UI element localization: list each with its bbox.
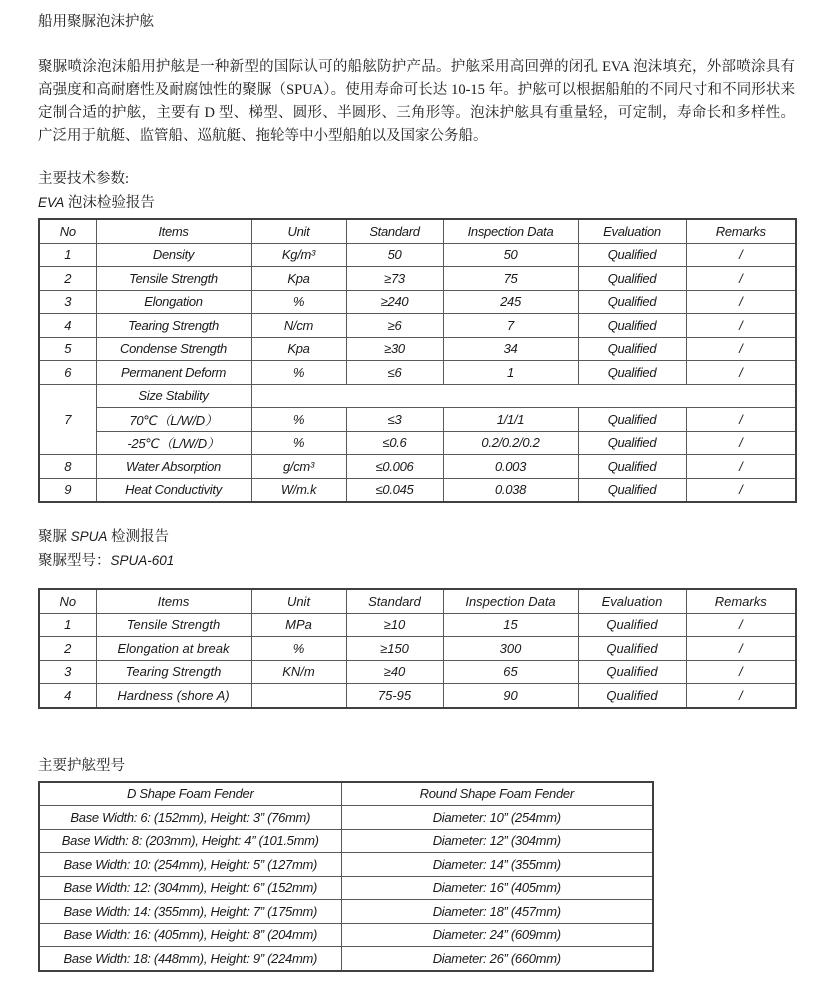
cell-no: 1 (39, 243, 96, 267)
col-header-items: Items (96, 219, 251, 243)
cell-item: Tearing Strength (96, 660, 251, 684)
cell-no-group7: 7 (39, 384, 96, 455)
cell-item: Permanent Deform (96, 361, 251, 385)
cell-standard: ≥40 (346, 660, 443, 684)
eva-report-heading-rest: 泡沫检验报告 (64, 195, 155, 211)
cell-inspection: 245 (443, 290, 578, 314)
cell-inspection: 90 (443, 684, 578, 708)
cell-evaluation: Qualified (578, 455, 686, 479)
cell-remarks: / (686, 637, 796, 661)
col-header-unit: Unit (251, 589, 346, 613)
cell-item: Tensile Strength (96, 613, 251, 637)
col-header-items: Items (96, 589, 251, 613)
cell-remarks: / (686, 684, 796, 708)
cell-inspection: 50 (443, 243, 578, 267)
cell-remarks: / (686, 478, 796, 502)
cell-no: 2 (39, 637, 96, 661)
col-header-remarks: Remarks (686, 589, 796, 613)
cell-no: 2 (39, 267, 96, 291)
cell-remarks: / (686, 431, 796, 455)
table-header-row (39, 219, 796, 243)
cell-inspection: 15 (443, 613, 578, 637)
table-row (39, 806, 653, 830)
cell-unit: % (251, 290, 346, 314)
col-header-unit: Unit (251, 219, 346, 243)
cell-standard: ≥73 (346, 267, 443, 291)
cell-inspection: 0.2/0.2/0.2 (443, 431, 578, 455)
cell-d-shape: Base Width: 18: (448mm), Height: 9” (224mm) (39, 947, 341, 971)
col-header-inspection-data: Inspection Data (443, 219, 578, 243)
table-row (39, 431, 796, 455)
table-header-row (39, 589, 796, 613)
cell-inspection: 75 (443, 267, 578, 291)
cell-d-shape: Base Width: 8: (203mm), Height: 4” (101.5mm) (39, 829, 341, 853)
cell-inspection: 0.038 (443, 478, 578, 502)
cell-no: 8 (39, 455, 96, 479)
cell-remarks: / (686, 337, 796, 361)
eva-report-heading-latin: EVA (38, 195, 65, 210)
cell-standard: ≤0.045 (346, 478, 443, 502)
cell-evaluation: Qualified (578, 337, 686, 361)
table-row (39, 361, 796, 385)
spua-model-line (38, 549, 795, 573)
cell-round-shape: Diameter: 16” (405mm) (341, 876, 653, 900)
spua-inspection-table (38, 588, 797, 709)
spua-report-heading-prefix: 聚脲 (38, 529, 71, 545)
cell-item: Hardness (shore A) (96, 684, 251, 708)
cell-evaluation: Qualified (578, 314, 686, 338)
cell-remarks: / (686, 613, 796, 637)
cell-standard: ≤0.006 (346, 455, 443, 479)
cell-unit (251, 684, 346, 708)
col-header-round-shape: Round Shape Foam Fender (341, 782, 653, 806)
cell-unit: MPa (251, 613, 346, 637)
cell-no: 9 (39, 478, 96, 502)
cell-item: Tearing Strength (96, 314, 251, 338)
cell-remarks: / (686, 267, 796, 291)
cell-evaluation: Qualified (578, 361, 686, 385)
cell-unit: % (251, 361, 346, 385)
table-row (39, 290, 796, 314)
cell-evaluation: Qualified (578, 613, 686, 637)
cell-evaluation: Qualified (578, 660, 686, 684)
cell-d-shape: Base Width: 16: (405mm), Height: 8” (204mm) (39, 923, 341, 947)
cell-inspection: 65 (443, 660, 578, 684)
cell-round-shape: Diameter: 26” (660mm) (341, 947, 653, 971)
cell-evaluation: Qualified (578, 637, 686, 661)
cell-unit: Kpa (251, 267, 346, 291)
cell-remarks: / (686, 455, 796, 479)
table-row (39, 455, 796, 479)
table-row (39, 829, 653, 853)
cell-unit: % (251, 637, 346, 661)
cell-standard: ≥30 (346, 337, 443, 361)
table-row (39, 408, 796, 432)
cell-item: 70℃（L/W/D） (96, 408, 251, 432)
fender-models-table (38, 781, 654, 972)
cell-inspection: 7 (443, 314, 578, 338)
table-row (39, 853, 653, 877)
spua-model-label: 聚脲型号： (38, 553, 111, 569)
cell-evaluation: Qualified (578, 243, 686, 267)
cell-no: 3 (39, 660, 96, 684)
eva-report-heading (38, 191, 795, 215)
cell-item: Heat Conductivity (96, 478, 251, 502)
table-row (39, 613, 796, 637)
cell-no: 1 (39, 613, 96, 637)
table-row (39, 900, 653, 924)
cell-standard: ≥6 (346, 314, 443, 338)
cell-no: 6 (39, 361, 96, 385)
table-row (39, 478, 796, 502)
cell-inspection: 34 (443, 337, 578, 361)
cell-unit: Kg/m³ (251, 243, 346, 267)
cell-round-shape: Diameter: 18” (457mm) (341, 900, 653, 924)
col-header-remarks: Remarks (686, 219, 796, 243)
cell-remarks: / (686, 314, 796, 338)
cell-round-shape: Diameter: 10” (254mm) (341, 806, 653, 830)
cell-unit: KN/m (251, 660, 346, 684)
col-header-inspection-data: Inspection Data (443, 589, 578, 613)
col-header-no: No (39, 219, 96, 243)
col-header-standard: Standard (346, 589, 443, 613)
col-header-evaluation: Evaluation (578, 589, 686, 613)
table-row (39, 684, 796, 708)
eva-inspection-table (38, 218, 797, 503)
cell-unit: Kpa (251, 337, 346, 361)
col-header-no: No (39, 589, 96, 613)
cell-unit: % (251, 431, 346, 455)
tech-params-heading: 主要技术参数: (38, 171, 130, 187)
cell-unit: % (251, 408, 346, 432)
cell-remarks: / (686, 660, 796, 684)
cell-standard: 50 (346, 243, 443, 267)
col-header-standard: Standard (346, 219, 443, 243)
cell-item: Water Absorption (96, 455, 251, 479)
cell-round-shape: Diameter: 14” (355mm) (341, 853, 653, 877)
table-row (39, 876, 653, 900)
table-row (39, 337, 796, 361)
fender-models-heading: 主要护舷型号 (38, 757, 125, 774)
cell-item-size-stability: Size Stability (96, 384, 251, 408)
cell-evaluation: Qualified (578, 478, 686, 502)
spua-report-heading-latin: SPUA (70, 529, 108, 544)
cell-d-shape: Base Width: 10: (254mm), Height: 5” (127mm) (39, 853, 341, 877)
table-row-size-stability-header (39, 384, 796, 408)
cell-no: 5 (39, 337, 96, 361)
table-row (39, 243, 796, 267)
cell-item: Condense Strength (96, 337, 251, 361)
table-row (39, 267, 796, 291)
page-title: 船用聚脲泡沫护舷 (38, 14, 154, 30)
cell-unit: N/cm (251, 314, 346, 338)
col-header-evaluation: Evaluation (578, 219, 686, 243)
cell-inspection: 0.003 (443, 455, 578, 479)
cell-item: Density (96, 243, 251, 267)
cell-d-shape: Base Width: 14: (355mm), Height: 7” (175mm) (39, 900, 341, 924)
cell-remarks: / (686, 243, 796, 267)
cell-unit: g/cm³ (251, 455, 346, 479)
cell-inspection: 1/1/1 (443, 408, 578, 432)
cell-standard: ≥240 (346, 290, 443, 314)
table-row (39, 660, 796, 684)
cell-standard: ≤6 (346, 361, 443, 385)
cell-standard: 75-95 (346, 684, 443, 708)
cell-item: Tensile Strength (96, 267, 251, 291)
cell-merged-empty (251, 384, 796, 408)
table-row (39, 947, 653, 971)
spua-report-heading (38, 525, 795, 549)
cell-standard: ≥150 (346, 637, 443, 661)
cell-no: 4 (39, 684, 96, 708)
cell-evaluation: Qualified (578, 408, 686, 432)
cell-standard: ≤3 (346, 408, 443, 432)
cell-remarks: / (686, 361, 796, 385)
cell-evaluation: Qualified (578, 684, 686, 708)
cell-round-shape: Diameter: 12” (304mm) (341, 829, 653, 853)
cell-d-shape: Base Width: 12: (304mm), Height: 6” (152mm) (39, 876, 341, 900)
table-row (39, 314, 796, 338)
cell-inspection: 1 (443, 361, 578, 385)
cell-remarks: / (686, 408, 796, 432)
cell-evaluation: Qualified (578, 290, 686, 314)
cell-evaluation: Qualified (578, 267, 686, 291)
cell-no: 4 (39, 314, 96, 338)
spua-model-value: SPUA-601 (110, 553, 175, 568)
cell-inspection: 300 (443, 637, 578, 661)
cell-evaluation: Qualified (578, 431, 686, 455)
cell-unit: W/m.k (251, 478, 346, 502)
cell-item: Elongation (96, 290, 251, 314)
spua-report-heading-suffix: 检测报告 (107, 529, 170, 545)
cell-round-shape: Diameter: 24” (609mm) (341, 923, 653, 947)
table-header-row (39, 782, 653, 806)
table-row (39, 637, 796, 661)
cell-item: Elongation at break (96, 637, 251, 661)
cell-d-shape: Base Width: 6: (152mm), Height: 3” (76mm) (39, 806, 341, 830)
cell-standard: ≤0.6 (346, 431, 443, 455)
intro-paragraph: 聚脲喷涂泡沫船用护舷是一种新型的国际认可的船舷防护产品。护舷采用高回弹的闭孔 EVA 泡沫填充，外部喷涂具有高强度和高耐磨性及耐腐蚀性的聚脲（SPUA）。使用寿命可长达 10-15 年。护舷可以根据船舶的不同尺寸和不同形状来定制合适的护舷，主要有 D 型、梯型、圆形、半圆形、三角形等。泡沫护舷具有重量轻，可定制，寿命长和多样性。广泛用于航艇、监管船、巡航艇、拖轮等中小型船舶以及国家公务船。 (38, 59, 795, 144)
cell-remarks: / (686, 290, 796, 314)
cell-no: 3 (39, 290, 96, 314)
col-header-d-shape: D Shape Foam Fender (39, 782, 341, 806)
cell-standard: ≥10 (346, 613, 443, 637)
table-row (39, 923, 653, 947)
cell-item: -25℃（L/W/D） (96, 431, 251, 455)
